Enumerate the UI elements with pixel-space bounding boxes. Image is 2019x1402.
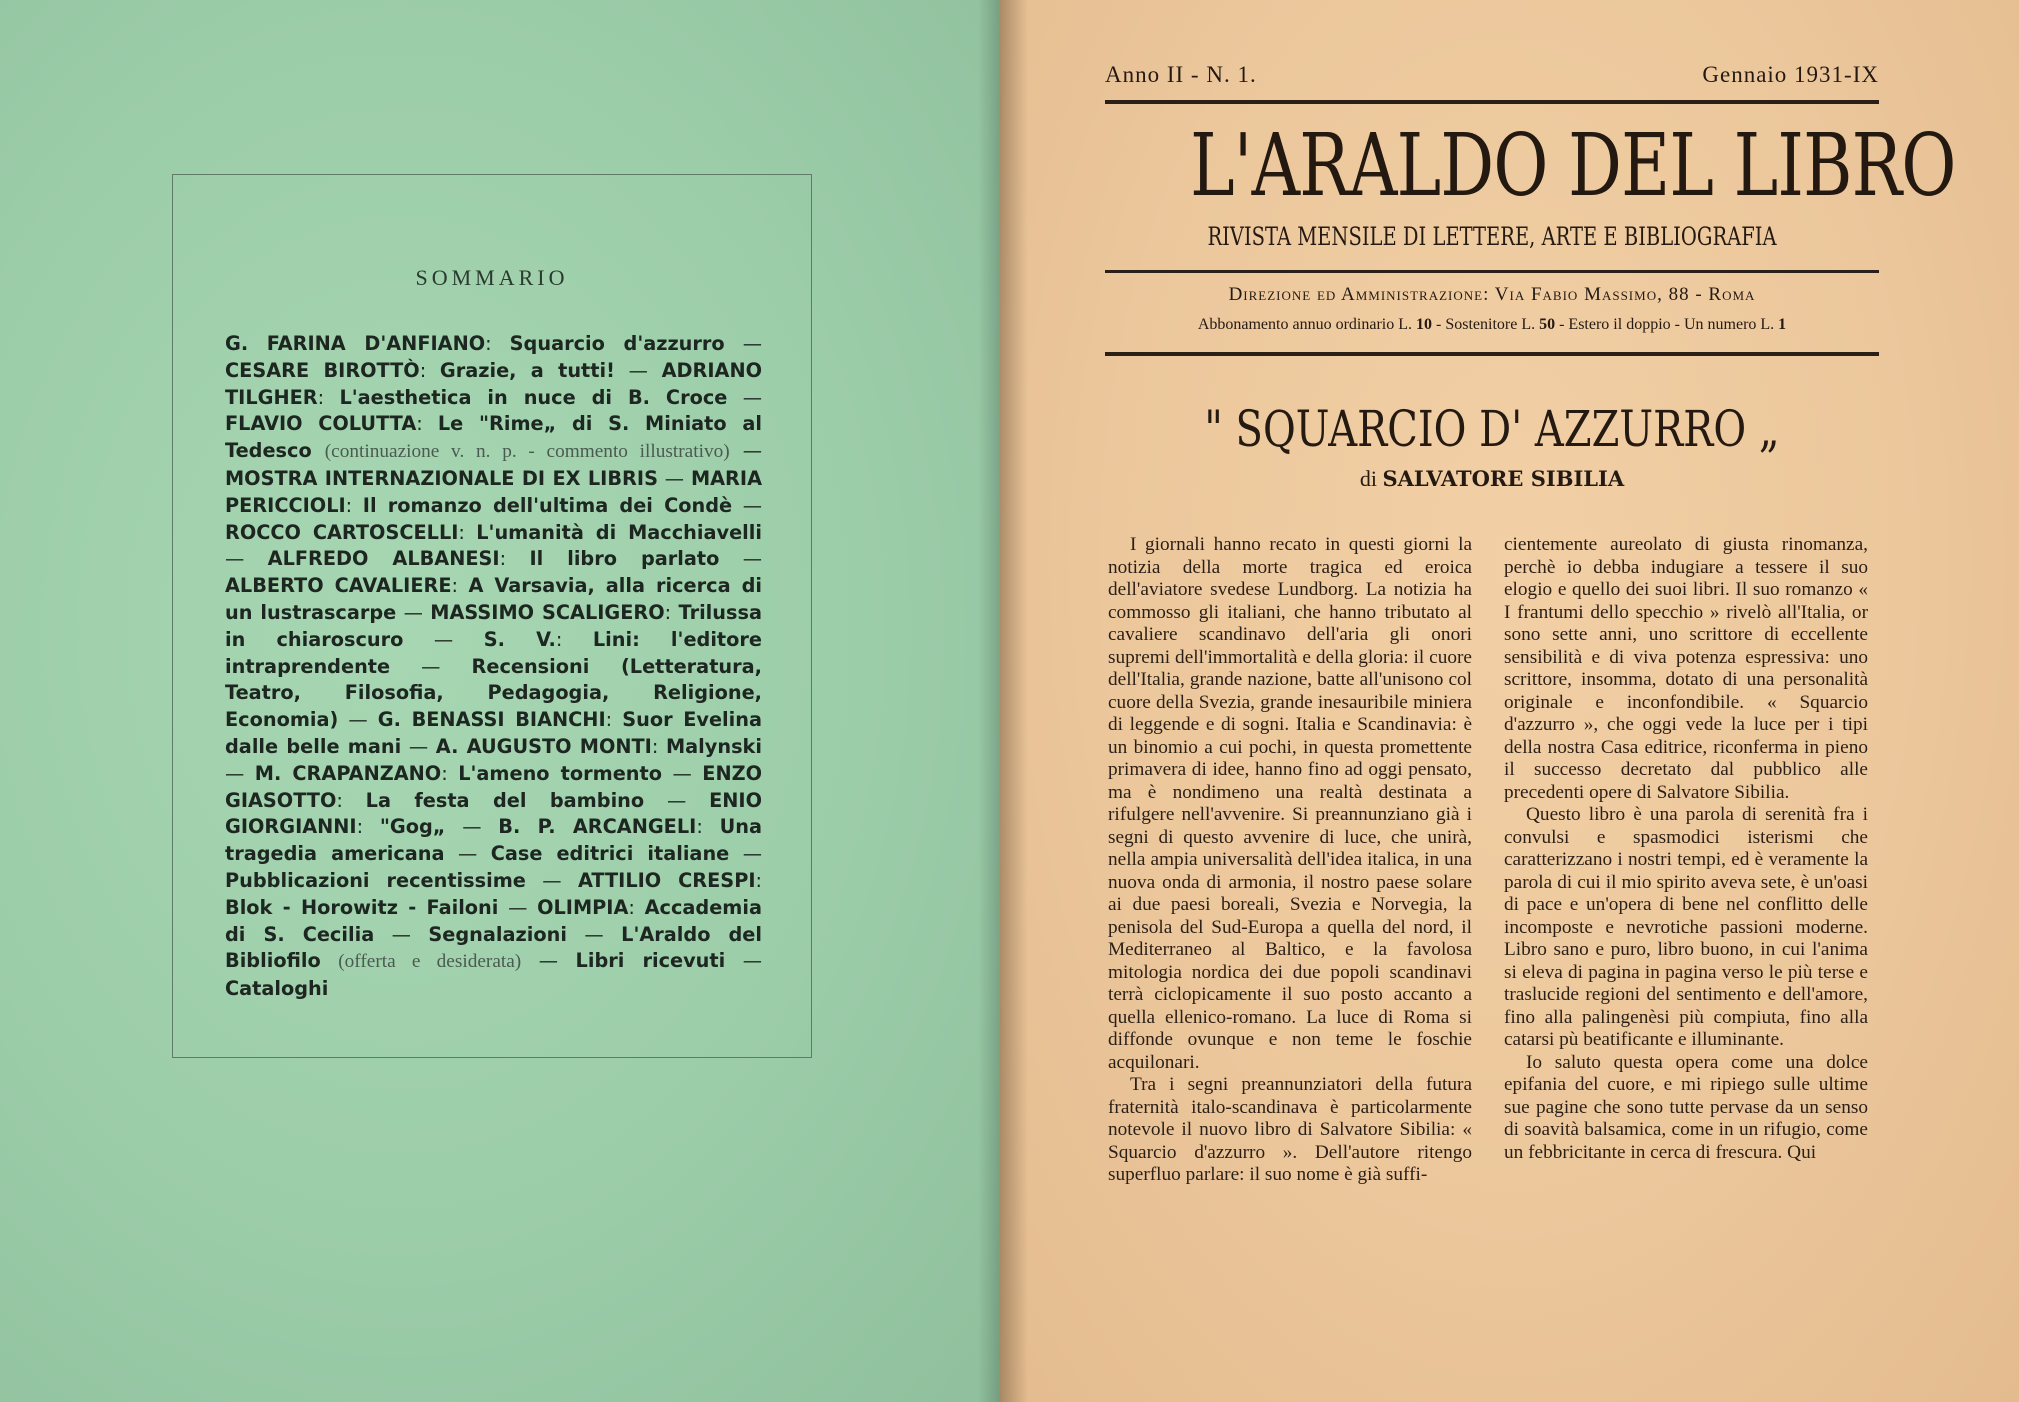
article-byline	[1105, 466, 1879, 492]
contents-title: "Gog„	[379, 815, 446, 839]
paragraph: Questo libro è una parola di serenità fra i convulsi e spasmodici isterismi che caratterizzano i nostri tempi, ed è veramente la parola di cui il mio spirito aveva sete, è un'oasi di pace e un'opera di bene nel conflitto delle incomposte e nevrotiche passioni moderne. Libro sano e puro, libro buono, in cui l'anima si eleva di pagina in pagina verso le più terse e traslucide regioni del sentimento e dell'amore, fino alla palingenèsi più compiuta, fino alla catarsi pù beatificante e illuminante.	[1504, 804, 1868, 1050]
article-title: " SQUARCIO D' AZZURRO „	[1204, 400, 1780, 458]
subscription-supporter: 50	[1539, 316, 1556, 333]
subscription-ordinary: 10	[1416, 316, 1432, 333]
masthead-title: L'ARALDO DEL LIBRO	[1190, 116, 1956, 216]
contents-title: Il romanzo dell'ultima dei Condè	[362, 493, 733, 517]
paragraph: Tra i segni preannunziatori della futura fraternità italo-scandinava è particolarmente notevole il nuovo libro di Salvatore Sibilia: « Squarcio d'azzurro ». Dell'autore ritengo superfluo parlare: il suo nome è già suffi-	[1108, 1074, 1472, 1185]
subscription-line	[1105, 316, 1879, 334]
contents-author: ALFREDO ALBANESI	[267, 547, 500, 571]
contents-author: G. BENASSI BIANCHI	[377, 708, 606, 732]
contents-author: MARIA PERICCIOLI	[225, 466, 762, 517]
subscription-mid: - Sostenitore L.	[1436, 316, 1536, 333]
contents-title: L'aesthetica in nuce di B. Croce	[339, 385, 728, 409]
table-of-contents: G. FARINA D'ANFIANO: Squarcio d'azzurro — CESARE BIROTTÒ: Grazie, a tutti! — ADRIANO TILGHER: L'aesthetica in nuce di B. Croce — FLAVIO COLUTTA: Le "Rime„ di S. Miniato al Tedesco (continuazione v. n. p. - commento illustrativo) — MOSTRA INTERNAZIONALE DI EX LIBRIS — MARIA PERICCIOLI: Il romanzo dell'ultima dei Condè — ROCCO CARTOSCELLI: L'umanità di Macchiavelli — ALFREDO ALBANESI: Il libro parlato — ALBERTO CAVALIERE: A Varsavia, alla ricerca di un lustrascarpe — MASSIMO SCALIGERO: Trilussa in chiaroscuro — S. V.: Lini: l'editore intraprendente — Recensioni (Letteratura, Teatro, Filosofia, Pedagogia, Religione, Economia) — G. BENASSI BIANCHI: Suor Evelina dalle belle mani — A. AUGUSTO MONTI: Malynski — M. CRAPANZANO: L'ameno tormento — ENZO GIASOTTO: La festa del bambino — ENIO GIORGIANNI: "Gog„ — B. P. ARCANGELI: Una tragedia americana — Case editrici italiane — Pubblicazioni recentissime — ATTILIO CRESPI: Blok - Horowitz - Failoni — OLIMPIA: Accademia di S. Cecilia — Segnalazioni — L'Araldo del Bibliofilo (offerta e desiderata) — Libri ricevuti — Cataloghi	[225, 332, 763, 1001]
contents-author: ALBERTO CAVALIERE	[225, 574, 452, 598]
contents-title: La festa del bambino	[365, 788, 645, 812]
contents-title: Suor Evelina dalle belle mani	[225, 708, 762, 758]
contents-title: Blok - Horowitz - Failoni	[225, 895, 499, 919]
contents-title: Grazie, a tutti!	[439, 358, 615, 382]
contents-title: Accademia di S. Cecilia	[225, 895, 762, 946]
contents-title: Libri ricevuti	[575, 949, 726, 973]
contents-title: Il libro parlato	[529, 547, 720, 571]
contents-title: Trilussa in chiaroscuro	[225, 600, 762, 651]
article-column-2	[1504, 534, 1868, 1164]
header-rule	[1105, 100, 1879, 104]
byline-prefix: di	[1359, 466, 1377, 491]
contents-title: Squarcio d'azzurro	[509, 332, 725, 355]
contents-author: G. FARINA D'ANFIANO	[225, 332, 486, 355]
contents-note: (continuazione v. n. p. - commento illustrativo)	[324, 441, 730, 463]
contents-author: ENZO GIASOTTO	[225, 761, 762, 812]
contents-author: ROCCO CARTOSCELLI	[225, 520, 459, 544]
subscription-prefix: Abbonamento annuo ordinario L.	[1197, 316, 1412, 333]
article-column-1	[1108, 534, 1472, 1187]
subscription-single: 1	[1778, 316, 1787, 333]
issue-number: Anno II - N. 1.	[1105, 62, 1257, 87]
contents-title: Cataloghi	[225, 977, 329, 1001]
contents-title: A Varsavia, alla ricerca di un lustrascarpe	[225, 574, 762, 624]
contents-frame	[172, 174, 812, 1058]
contents-author: MASSIMO SCALIGERO	[430, 600, 665, 624]
contents-author: M. CRAPANZANO	[254, 761, 442, 785]
contents-author: ADRIANO TILGHER	[225, 358, 763, 409]
contents-title: MOSTRA INTERNAZIONALE DI EX LIBRIS	[225, 466, 658, 490]
contents-title: Segnalazioni	[428, 922, 567, 946]
contents-title: Pubblicazioni recentissime	[225, 868, 526, 892]
masthead-subtitle: RIVISTA MENSILE DI LETTERE, ARTE E BIBLIOGRAFIA	[1207, 222, 1777, 251]
contents-author: B. P. ARCANGELI	[498, 815, 697, 839]
contents-author: A. AUGUSTO MONTI	[435, 734, 652, 758]
paragraph: I giornali hanno recato in questi giorni la notizia della morte tragica ed eroica dell'aviatore svedese Lundborg. La notizia ha commosso gli italiani, che hanno tributato al cavaliere scandinavo dell'aria gli onori supremi dell'immortalità e della gloria: il cuore dell'Italia, grande nazione, batte all'unisono col cuore della Svezia, grande inesauribile miniera di leggende e di sogni. Italia e Scandinavia: è un binomio a cui pochi, in questa promettente primavera di idee, hanno fino ad oggi pensato, ma è nondimeno una realtà destinata a rifulgere nell'avvenire. Si preannunziano già i segni di questo avvenire di luce, che unirà, nella ampia universalità dell'idea italica, in una nuova onda di armonia, il nostro paese solare ai due paesi boreali, Svezia e Norvegia, la penisola del Sud-Europa a quella del nord, il Mediterraneo al Baltico, e la favolosa mitologia nordica dei due popoli scandinavi terrà ciclopicamente il suo posto accanto a quella ellenico-romano. La luce di Roma si diffonde ovunque e non teme le foschie acquilonari.	[1108, 534, 1472, 1073]
contents-author: CESARE BIROTTÒ	[225, 358, 420, 382]
contents-author: S. V.	[483, 627, 556, 651]
contents-title: L'ameno tormento	[458, 761, 662, 785]
paragraph: cientemente aureolato di giusta rinomanza, perchè io debba indugiare a tessere il suo elogio e quello dei suoi libri. Il suo romanzo « I frantumi dello specchio » rivelò all'Italia, or sono sette anni, uno scrittore di eccellente sensibilità e di viva potenza espressiva: uno scrittore, insomma, dotato di una personalità originale e inconfondibile. « Squarcio d'azzurro », che oggi vede la luce per i tipi della nostra Casa editrice, riconferma in pieno il successo decretato dal pubblico alle precedenti opere di Salvatore Sibilia.	[1504, 534, 1868, 803]
contents-author: ENIO GIORGIANNI	[225, 788, 762, 839]
left-page-cover	[0, 0, 1000, 1402]
contents-title: L'umanità di Macchiavelli	[476, 520, 762, 544]
issue-date: Gennaio 1931-IX	[1702, 62, 1879, 87]
summary-title: SOMMARIO	[415, 265, 569, 290]
right-page-journal	[1000, 0, 2019, 1402]
byline-author: SALVATORE SIBILIA	[1382, 466, 1625, 491]
contents-title: Le "Rime„ di S. Miniato al Tedesco	[225, 412, 762, 463]
contents-author: ATTILIO CRESPI	[577, 868, 756, 892]
masthead-bottom-rule	[1105, 352, 1879, 356]
contents-title: Recensioni (Letteratura, Teatro, Filosofia, Pedagogia, Religione, Economia)	[225, 654, 762, 732]
contents-note: (offerta e desiderata)	[338, 951, 522, 973]
direction-address: Direzione ed Amministrazione: Via Fabio Massimo, 88 - Roma	[1228, 284, 1756, 305]
contents-title: Case editrici italiane	[490, 842, 730, 866]
contents-title: Una tragedia americana	[225, 815, 762, 866]
paragraph: Io saluto questa opera come una dolce epifania del cuore, e mi ripiego sulle ultime sue pagine che sono tutte pervase da un senso di soavità balsamica, come in un rifugio, come un febbricitante in cerca di frescura. Qui	[1504, 1051, 1868, 1163]
subtitle-rule	[1105, 270, 1879, 273]
contents-title: L'Araldo del Bibliofilo	[225, 922, 762, 973]
contents-title: Malynski	[665, 734, 762, 758]
contents-author: FLAVIO COLUTTA	[225, 412, 417, 436]
subscription-suffix: - Estero il doppio - Un numero L.	[1559, 316, 1775, 333]
contents-title: Lini: l'editore intraprendente	[225, 627, 762, 678]
contents-author: OLIMPIA	[537, 895, 629, 919]
